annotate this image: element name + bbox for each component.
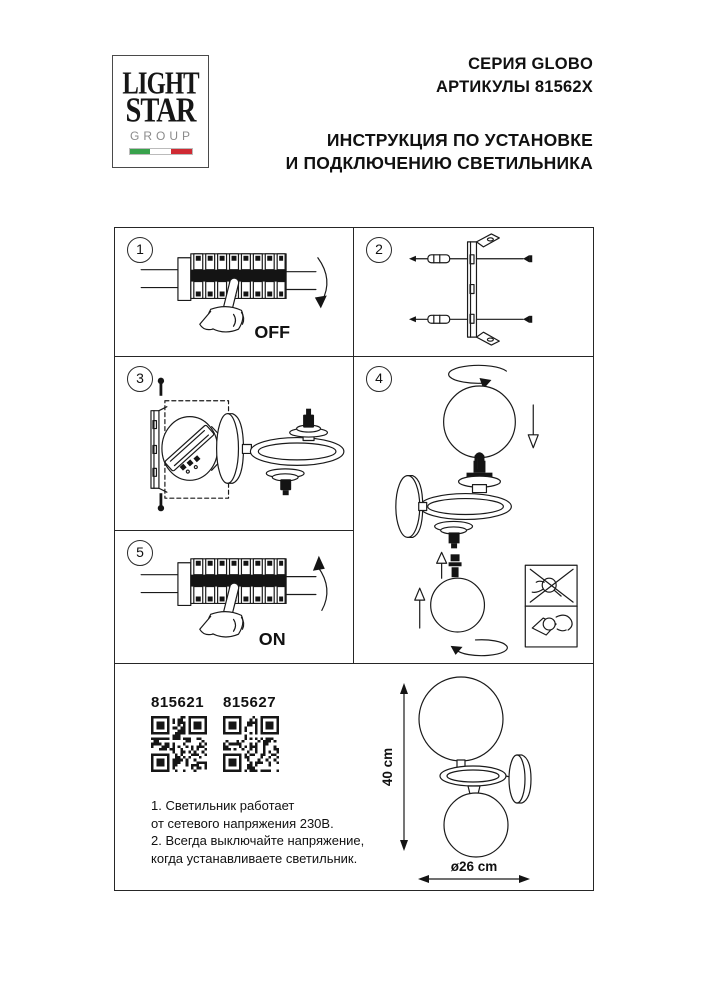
logo-word-star: STAR xyxy=(125,91,196,130)
instruction-grid xyxy=(114,227,594,891)
logo-word-group: GROUP xyxy=(129,129,194,143)
lamp-ring xyxy=(420,494,512,520)
wall-disc xyxy=(396,476,427,538)
top-socket xyxy=(290,409,328,441)
footer-panel xyxy=(115,664,593,890)
logo-word-light: LIGHT xyxy=(122,66,199,101)
step-1-badge: 1 xyxy=(127,237,153,263)
step-2-badge: 2 xyxy=(366,237,392,263)
article-number-left: 815621 xyxy=(151,694,205,711)
series-title: СЕРИЯ GLOBO xyxy=(468,55,593,73)
rotate-arrow-bottom-icon xyxy=(451,640,508,656)
lightstar-logo xyxy=(112,55,209,168)
screw-bottom-icon xyxy=(158,493,164,511)
top-bulb-and-socket xyxy=(459,452,501,492)
step-3-panel xyxy=(115,357,354,531)
down-arrow-icon xyxy=(528,405,538,448)
up-arrow-icon xyxy=(415,588,425,628)
step-4-panel xyxy=(354,357,593,664)
height-label: 40 cm xyxy=(380,747,395,787)
off-label: OFF xyxy=(254,322,291,343)
globe-assembly-illustration xyxy=(354,357,593,663)
diameter-label: ø26 cm xyxy=(450,859,498,874)
lamp-ring xyxy=(250,438,343,466)
step-3-badge: 3 xyxy=(127,366,153,392)
wall-anchor-top xyxy=(409,255,468,263)
articles-title: АРТИКУЛЫ 81562X xyxy=(436,78,593,96)
step-2-panel xyxy=(354,228,593,357)
safety-notes: 1. Светильник работает от сетевого напряжения 230В. 2. Всегда выключайте напряжение, когда устанавливаете светильник. xyxy=(151,798,365,866)
lamp-ring xyxy=(440,766,506,786)
article-number-right: 815627 xyxy=(223,694,277,711)
screw-top-icon xyxy=(158,378,164,396)
bottom-socket xyxy=(266,469,304,495)
lamp-dimensions-illustration xyxy=(370,664,540,890)
terminal-detail-magnifier xyxy=(162,417,224,482)
bottom-socket xyxy=(435,521,473,548)
wall-disc xyxy=(506,755,531,803)
diameter-dimension xyxy=(418,859,530,883)
bottom-bulb-part xyxy=(449,554,462,577)
bottom-globe xyxy=(431,578,485,632)
flag-green xyxy=(130,149,151,154)
screw-top xyxy=(476,255,532,262)
step-4-badge: 4 xyxy=(366,366,392,392)
bottom-globe xyxy=(444,793,508,857)
screw-bottom xyxy=(476,316,532,323)
rotate-arrow-icon xyxy=(449,365,507,389)
qr-code-left xyxy=(151,716,207,772)
curved-arrow-down-icon xyxy=(315,258,327,309)
flag-red xyxy=(171,149,192,154)
up-arrow-small-icon xyxy=(437,552,447,578)
top-globe xyxy=(444,386,516,458)
circuit-breaker-illustration xyxy=(141,254,316,332)
flag-white xyxy=(150,149,171,154)
italian-flag-stripe xyxy=(129,148,193,155)
step-5-panel xyxy=(115,531,354,664)
height-dimension xyxy=(380,683,408,851)
warning-box xyxy=(525,565,577,647)
wall-anchor-bottom xyxy=(409,315,468,323)
on-label: ON xyxy=(258,629,286,650)
top-globe xyxy=(419,677,503,761)
qr-code-right xyxy=(223,716,279,772)
step-5-badge: 5 xyxy=(127,540,153,566)
document-title: ИНСТРУКЦИЯ ПО УСТАНОВКЕ И ПОДКЛЮЧЕНИЮ СВЕТИЛЬНИКА xyxy=(285,130,593,173)
curved-arrow-up-icon xyxy=(313,556,327,611)
header-text xyxy=(286,53,593,175)
lamp-base-disc xyxy=(217,414,244,484)
step-1-panel xyxy=(115,228,354,357)
